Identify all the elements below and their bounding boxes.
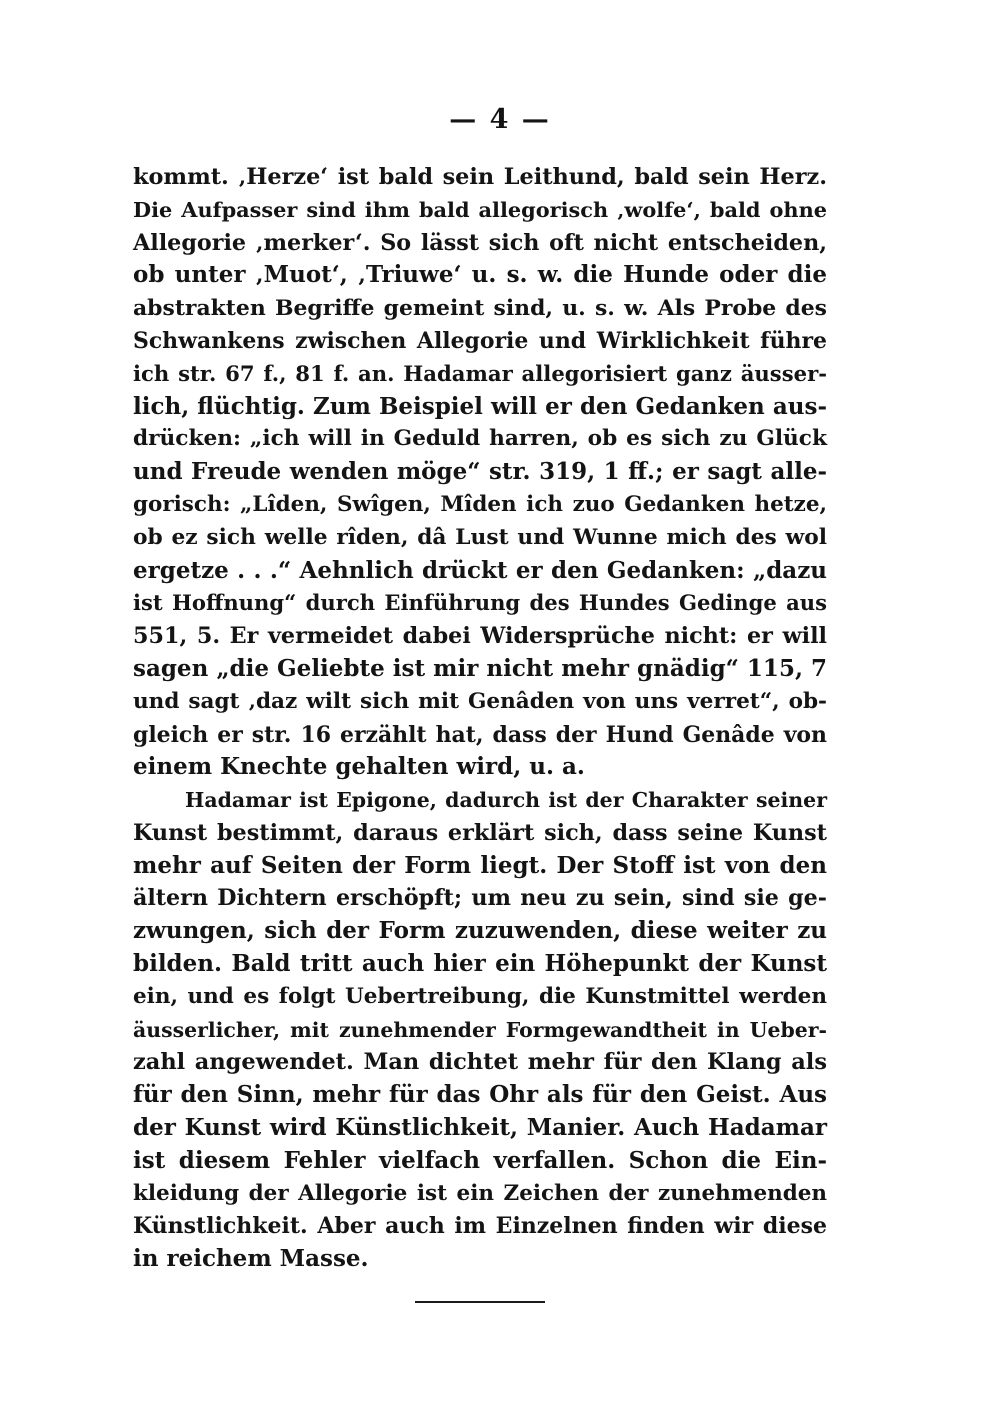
text-line: Die Aufpasser sind ihm bald allegorisch ‚wolfe‘, bald ohne: [133, 196, 827, 222]
text-line: ob ez sich welle rîden, dâ Lust und Wunne mich des wol: [133, 524, 827, 550]
text-line: mehr auf Seiten der Form liegt. Der Stoff ist von den: [133, 851, 827, 879]
page-number: — 4 —: [449, 104, 551, 135]
text-line: ein, und es folgt Uebertreibung, die Kunstmittel werden: [133, 983, 827, 1009]
text-line: ergetze . . .“ Aehnlich drückt er den Gedanken: „dazu: [133, 556, 827, 584]
text-line: in reichem Masse.: [133, 1245, 369, 1273]
text-line: zahl angewendet. Man dichtet mehr für den Klang als: [133, 1049, 827, 1076]
text-line: einem Knechte gehalten wird, u. a.: [133, 753, 585, 781]
text-line: und sagt ‚daz wilt sich mit Genâden von uns verret“, ob-: [133, 688, 827, 714]
text-line: bilden. Bald tritt auch hier ein Höhepunkt der Kunst: [133, 949, 827, 977]
text-line: lich, flüchtig. Zum Beispiel will er den Gedanken aus-: [133, 392, 827, 420]
paragraph-1: [133, 161, 827, 784]
text-line: ist Hoffnung“ durch Einführung des Hundes Gedinge aus: [133, 590, 827, 616]
text-line: Allegorie ‚merker‘. So lässt sich oft nicht entscheiden,: [133, 229, 827, 256]
text-line: ist diesem Fehler vielfach verfallen. Schon die Ein-: [133, 1146, 827, 1174]
text-line: Hadamar ist Epigone, dadurch ist der Charakter seiner: [185, 788, 827, 812]
paragraph-2: [133, 784, 827, 1276]
text-line: und Freude wenden möge“ str. 319, 1 ff.; er sagt alle-: [133, 458, 827, 486]
text-line: abstrakten Begriffe gemeint sind, u. s. w. Als Probe des: [133, 295, 827, 322]
text-line: äusserlicher, mit zunehmender Formgewandtheit in Ueber-: [133, 1017, 827, 1042]
text-line: ob unter ‚Muot‘, ‚Triuwe‘ u. s. w. die Hunde oder die: [133, 261, 827, 289]
text-line: kommt. ‚Herze‘ ist bald sein Leithund, bald sein Herz.: [133, 164, 827, 190]
text-line: 551, 5. Er vermeidet dabei Widersprüche nicht: er will: [133, 623, 827, 650]
text-line: kleidung der Allegorie ist ein Zeichen der zunehmenden: [133, 1180, 827, 1206]
text-line: Schwankens zwischen Allegorie und Wirklichkeit führe: [133, 327, 827, 354]
text-line: der Kunst wird Künstlichkeit, Manier. Auch Hadamar: [133, 1113, 827, 1141]
section-divider: [415, 1301, 545, 1303]
text-line: Kunst bestimmt, daraus erklärt sich, dass seine Kunst: [133, 819, 827, 846]
text-line: ältern Dichtern erschöpft; um neu zu sein, sind sie ge-: [133, 885, 827, 912]
text-line: für den Sinn, mehr für das Ohr als für den Geist. Aus: [133, 1081, 827, 1109]
text-line: zwungen, sich der Form zuzuwenden, diese weiter zu: [133, 917, 827, 945]
text-line: ich str. 67 f., 81 f. an. Hadamar allegorisiert ganz äusser-: [133, 360, 827, 386]
text-line: gleich er str. 16 erzählt hat, dass der Hund Genâde von: [133, 721, 827, 748]
text-line: drücken: „ich will in Geduld harren, ob es sich zu Glück: [133, 426, 827, 452]
text-line: gorisch: „Lîden, Swîgen, Mîden ich zuo Gedanken hetze,: [133, 491, 827, 517]
text-line: sagen „die Geliebte ist mir nicht mehr gnädig“ 115, 7: [133, 654, 827, 682]
text-line: Künstlichkeit. Aber auch im Einzelnen finden wir diese: [133, 1213, 827, 1240]
